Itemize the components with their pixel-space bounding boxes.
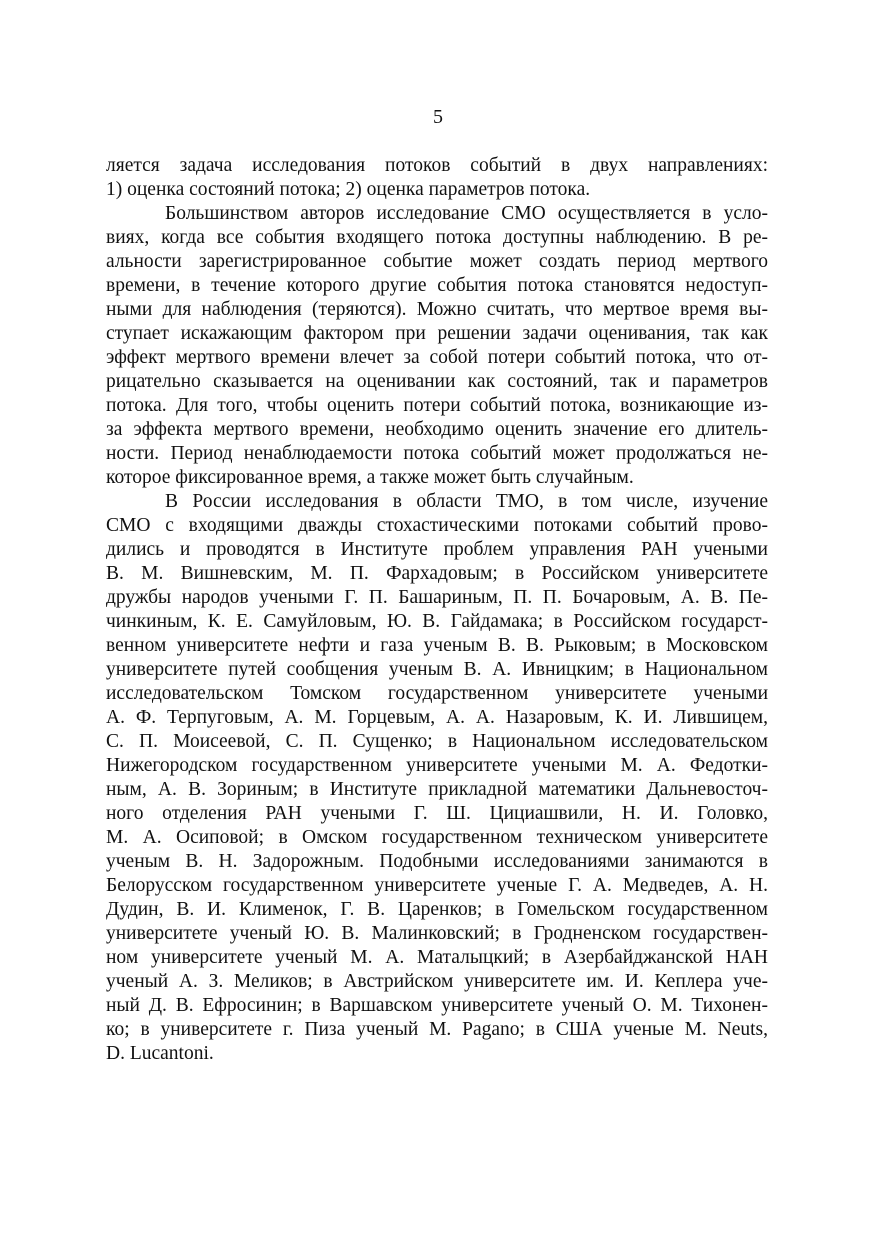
text-line: дились и проводятся в Институте проблем управления РАН учеными xyxy=(106,539,768,560)
page-number: 5 xyxy=(433,106,443,128)
paragraph-research-russia xyxy=(106,490,768,1066)
text-line: исследовательском Томском государственном университете учеными xyxy=(106,683,768,704)
text-line: ляется задача исследования потоков событий в двух направлениях: xyxy=(106,155,768,176)
text-line: времени, в течение которого другие события потока становятся недоступ- xyxy=(106,275,768,296)
text-line: В России исследования в области ТМО, в том числе, изучение xyxy=(165,491,768,512)
paragraph-dead-time xyxy=(106,202,768,490)
text-line: С. П. Моисеевой, С. П. Сущенко; в Национальном исследовательском xyxy=(106,731,768,752)
text-line: Дудин, В. И. Клименок, Г. В. Царенков; в Гомельском государственном xyxy=(106,899,768,920)
text-line: университете ученый Ю. В. Малинковский; в Гродненском государствен- xyxy=(106,923,768,944)
text-line: потока. Для того, чтобы оценить потери событий потока, возникающие из- xyxy=(106,395,768,416)
text-line: ный Д. В. Ефросинин; в Варшавском университете ученый О. М. Тихонен- xyxy=(106,995,768,1016)
text-line: Большинством авторов исследование СМО осуществляется в усло- xyxy=(165,203,768,224)
text-line: эффект мертвого времени влечет за собой потери событий потока, что от- xyxy=(106,347,768,368)
text-line: ко; в университете г. Пиза ученый M. Pagano; в США ученые M. Neuts, xyxy=(106,1019,768,1040)
text-line: ным, А. В. Зориным; в Институте прикладной математики Дальневосточ- xyxy=(106,779,768,800)
text-line: рицательно сказывается на оценивании как состояний, так и параметров xyxy=(106,371,768,392)
text-line: Нижегородском государственном университете учеными М. А. Федотки- xyxy=(106,755,768,776)
text-line: Белорусском государственном университете ученые Г. А. Медведев, А. Н. xyxy=(106,875,768,896)
text-line: ными для наблюдения (теряются). Можно считать, что мертвое время вы- xyxy=(106,299,768,320)
text-line: венном университете нефти и газа ученым В. В. Рыковым; в Московском xyxy=(106,635,768,656)
text-line: D. Lucantoni. xyxy=(106,1043,214,1064)
document-body xyxy=(106,154,768,1066)
text-line: ности. Период ненаблюдаемости потока событий может продолжаться не- xyxy=(106,443,768,464)
text-line: виях, когда все события входящего потока доступны наблюдению. В ре- xyxy=(106,227,768,248)
text-line: СМО с входящими дважды стохастическими потоками событий прово- xyxy=(106,515,768,536)
paragraph-continuation xyxy=(106,154,768,202)
text-line: дружбы народов учеными Г. П. Башариным, П. П. Бочаровым, А. В. Пе- xyxy=(106,587,768,608)
text-line: чинкиным, К. Е. Самуйловым, Ю. В. Гайдамака; в Российском государст- xyxy=(106,611,768,632)
text-line: ном университете ученый М. А. Маталыцкий; в Азербайджанской НАН xyxy=(106,947,768,968)
text-line: за эффекта мертвого времени, необходимо оценить значение его длитель- xyxy=(106,419,768,440)
text-line: 1) оценка состояний потока; 2) оценка параметров потока. xyxy=(106,179,591,200)
text-line: которое фиксированное время, а также может быть случайным. xyxy=(106,467,634,488)
text-line: В. М. Вишневским, М. П. Фархадовым; в Российском университете xyxy=(106,563,768,584)
text-line: ученый А. З. Меликов; в Австрийском университете им. И. Кеплера уче- xyxy=(106,971,768,992)
text-line: университете путей сообщения ученым В. А. Ивницким; в Национальном xyxy=(106,659,768,680)
text-line: М. А. Осиповой; в Омском государственном техническом университете xyxy=(106,827,768,848)
text-line: А. Ф. Терпуговым, А. М. Горцевым, А. А. Назаровым, К. И. Лившицем, xyxy=(106,707,768,728)
text-line: ученым В. Н. Задорожным. Подобными исследованиями занимаются в xyxy=(106,851,768,872)
text-line: альности зарегистрированное событие может создать период мертвого xyxy=(106,251,768,272)
text-line: ступает искажающим фактором при решении задачи оценивания, так как xyxy=(106,323,768,344)
text-line: ного отделения РАН учеными Г. Ш. Цициашвили, Н. И. Головко, xyxy=(106,803,768,824)
